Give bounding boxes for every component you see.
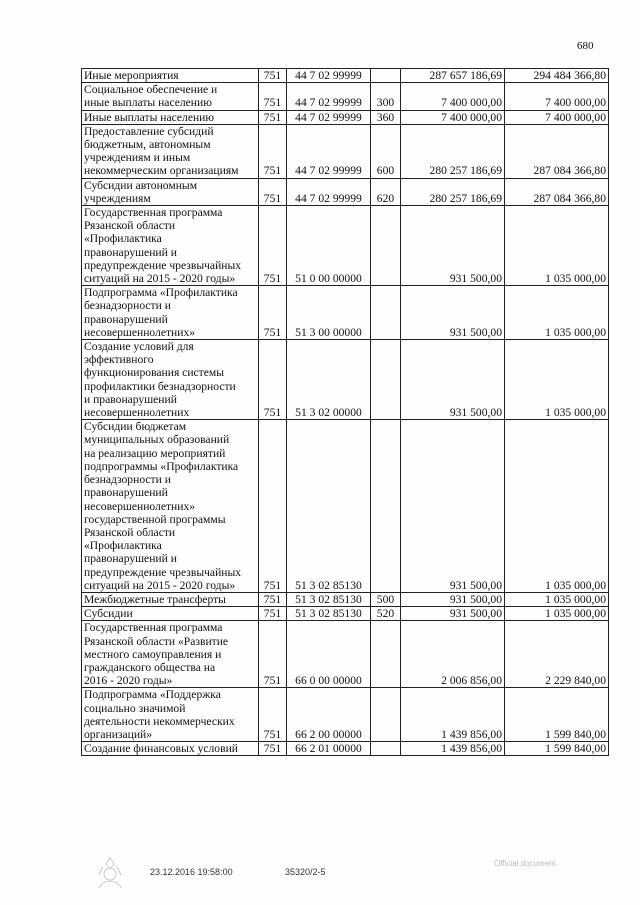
cell-target-article: 66 0 00 00000 <box>287 621 371 688</box>
footer-date: 23.12.2016 19:58:00 <box>150 867 233 877</box>
cell-amount-year-2: 2 229 840,00 <box>505 621 609 688</box>
cell-target-article: 51 0 00 00000 <box>287 206 371 286</box>
cell-expense-type: 300 <box>371 83 401 110</box>
cell-expense-type <box>371 621 401 688</box>
cell-grbs: 751 <box>259 340 287 420</box>
table-row <box>82 592 609 606</box>
watermark-stamp <box>455 858 595 869</box>
cell-amount-year-1: 931 500,00 <box>401 206 505 286</box>
cell-target-article: 44 7 02 99999 <box>287 83 371 110</box>
cell-grbs: 751 <box>259 110 287 124</box>
cell-amount-year-2: 7 400 000,00 <box>505 83 609 110</box>
cell-amount-year-2: 1 035 000,00 <box>505 592 609 606</box>
table-row <box>82 69 609 83</box>
cell-name: Субсидии <box>82 607 259 621</box>
cell-expense-type <box>371 420 401 593</box>
cell-grbs: 751 <box>259 178 287 205</box>
cell-amount-year-1: 1 439 856,00 <box>401 742 505 756</box>
cell-amount-year-2: 1 035 000,00 <box>505 607 609 621</box>
cell-grbs: 751 <box>259 420 287 593</box>
cell-target-article: 51 3 02 85130 <box>287 420 371 593</box>
budget-table-body <box>82 69 609 756</box>
cell-name: Иные мероприятия <box>82 69 259 83</box>
cell-expense-type <box>371 688 401 742</box>
cell-expense-type: 360 <box>371 110 401 124</box>
budget-table <box>81 68 609 756</box>
cell-amount-year-1: 931 500,00 <box>401 607 505 621</box>
cell-amount-year-1: 2 006 856,00 <box>401 621 505 688</box>
cell-name: Субсидии автономным учреждениям <box>82 178 259 205</box>
page-number: 680 <box>577 40 594 52</box>
cell-expense-type <box>371 206 401 286</box>
cell-target-article: 51 3 02 85130 <box>287 592 371 606</box>
cell-amount-year-1: 7 400 000,00 <box>401 83 505 110</box>
watermark-text: Official document <box>494 859 556 868</box>
cell-expense-type <box>371 286 401 340</box>
cell-expense-type <box>371 340 401 420</box>
cell-amount-year-1: 280 257 186,69 <box>401 178 505 205</box>
cell-amount-year-2: 1 035 000,00 <box>505 420 609 593</box>
cell-expense-type <box>371 69 401 83</box>
cell-amount-year-2: 1 035 000,00 <box>505 286 609 340</box>
cell-amount-year-2: 1 035 000,00 <box>505 340 609 420</box>
cell-target-article: 44 7 02 99999 <box>287 178 371 205</box>
cell-name: Социальное обеспечение и иные выплаты населению <box>82 83 259 110</box>
cell-target-article: 66 2 01 00000 <box>287 742 371 756</box>
cell-amount-year-1: 280 257 186,69 <box>401 124 505 178</box>
table-row <box>82 420 609 593</box>
table-row <box>82 206 609 286</box>
table-row <box>82 124 609 178</box>
cell-amount-year-1: 931 500,00 <box>401 420 505 593</box>
cell-amount-year-2: 294 484 366,80 <box>505 69 609 83</box>
cell-target-article: 51 3 02 85130 <box>287 607 371 621</box>
cell-amount-year-1: 931 500,00 <box>401 286 505 340</box>
cell-target-article: 44 7 02 99999 <box>287 110 371 124</box>
cell-name: Создание финансовых условий <box>82 742 259 756</box>
cell-grbs: 751 <box>259 286 287 340</box>
emblem-stamp-icon <box>93 855 127 891</box>
cell-expense-type: 500 <box>371 592 401 606</box>
cell-name: Государственная программа Рязанской области «Профилактика правонарушений и предупреждение чрезвычайных ситуаций на 2015 - 2020 годы» <box>82 206 259 286</box>
table-row <box>82 742 609 756</box>
cell-name: Подпрограмма «Профилактика безнадзорности и правонарушений несовершеннолетних» <box>82 286 259 340</box>
cell-expense-type <box>371 742 401 756</box>
table-row <box>82 110 609 124</box>
table-row <box>82 83 609 110</box>
cell-name: Государственная программа Рязанской области «Развитие местного самоуправления и гражданского общества на 2016 - 2020 годы» <box>82 621 259 688</box>
cell-grbs: 751 <box>259 206 287 286</box>
table-row <box>82 178 609 205</box>
cell-grbs: 751 <box>259 592 287 606</box>
cell-name: Иные выплаты населению <box>82 110 259 124</box>
cell-target-article: 51 3 00 00000 <box>287 286 371 340</box>
table-row <box>82 340 609 420</box>
cell-name: Субсидии бюджетам муниципальных образований на реализацию мероприятий подпрограммы «Профилактика безнадзорности и правонарушений несовершеннолетних» государственной программы Рязанской области «Профилактика правонарушений и предупреждение чрезвычайных ситуаций на 2015 - 2020 годы» <box>82 420 259 593</box>
cell-target-article: 51 3 02 00000 <box>287 340 371 420</box>
cell-grbs: 751 <box>259 124 287 178</box>
cell-amount-year-1: 287 657 186,69 <box>401 69 505 83</box>
cell-name: Создание условий для эффективного функционирования системы профилактики безнадзорности и правонарушений несовершеннолетних <box>82 340 259 420</box>
cell-amount-year-2: 1 035 000,00 <box>505 206 609 286</box>
cell-name: Предоставление субсидий бюджетным, автономным учреждениям и иным некоммерческим организациям <box>82 124 259 178</box>
cell-target-article: 44 7 02 99999 <box>287 124 371 178</box>
cell-expense-type: 520 <box>371 607 401 621</box>
cell-amount-year-2: 1 599 840,00 <box>505 688 609 742</box>
cell-amount-year-1: 1 439 856,00 <box>401 688 505 742</box>
cell-amount-year-1: 7 400 000,00 <box>401 110 505 124</box>
cell-amount-year-2: 1 599 840,00 <box>505 742 609 756</box>
cell-amount-year-1: 931 500,00 <box>401 340 505 420</box>
table-row <box>82 688 609 742</box>
cell-grbs: 751 <box>259 688 287 742</box>
cell-amount-year-2: 287 084 366,80 <box>505 178 609 205</box>
cell-expense-type: 600 <box>371 124 401 178</box>
footer-doc-id: 35320/2-5 <box>285 867 326 877</box>
cell-amount-year-1: 931 500,00 <box>401 592 505 606</box>
cell-target-article: 66 2 00 00000 <box>287 688 371 742</box>
cell-grbs: 751 <box>259 607 287 621</box>
cell-grbs: 751 <box>259 621 287 688</box>
table-row <box>82 607 609 621</box>
cell-amount-year-2: 287 084 366,80 <box>505 124 609 178</box>
cell-name: Межбюджетные трансферты <box>82 592 259 606</box>
table-row <box>82 621 609 688</box>
cell-amount-year-2: 7 400 000,00 <box>505 110 609 124</box>
cell-name: Подпрограмма «Поддержка социально значимой деятельности некоммерческих организаций» <box>82 688 259 742</box>
cell-grbs: 751 <box>259 69 287 83</box>
cell-grbs: 751 <box>259 83 287 110</box>
table-row <box>82 286 609 340</box>
cell-grbs: 751 <box>259 742 287 756</box>
cell-expense-type: 620 <box>371 178 401 205</box>
cell-target-article: 44 7 02 99999 <box>287 69 371 83</box>
